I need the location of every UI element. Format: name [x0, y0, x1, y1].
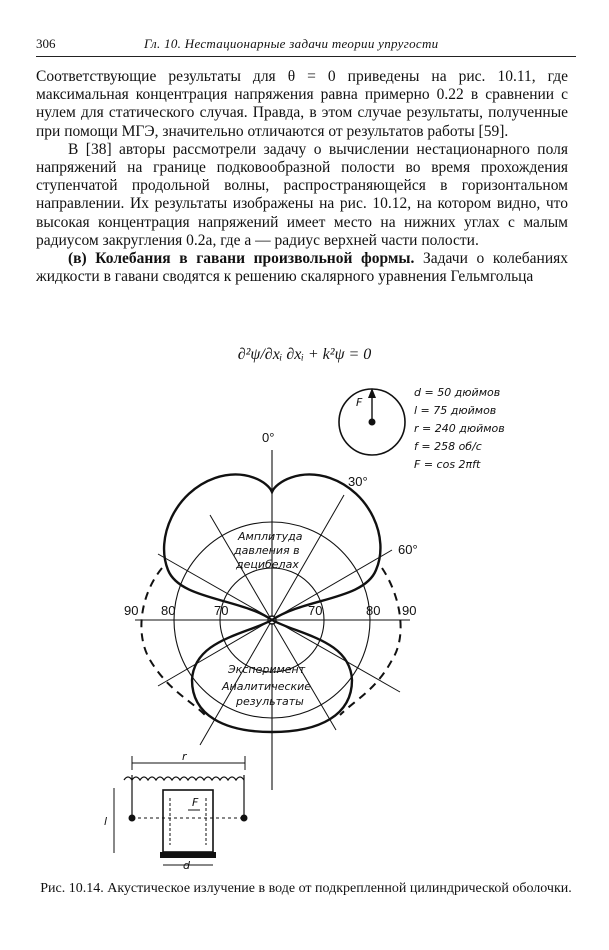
angle-0: 0°: [262, 430, 275, 445]
inset-diagram: [339, 388, 405, 455]
paragraph-2: В [38] авторы рассмотрели задачу о вычислении нестационарного поля напряжений на границе подковообразной полости во время прохождения ступенчатой продольной волны, распространяющейся в горизонтальном направлении. Их результаты изображены на рис. 10.12, на котором видно, что высокая концентрация напряжений имеет место на нижних углах с малым радиусом закругления 0.2a, где a — радиус верхней части полости.: [36, 140, 568, 249]
analytic-label-1: Аналитические: [222, 680, 312, 693]
parameter-legend: [414, 386, 505, 471]
tick-right-70: 70: [308, 603, 323, 618]
paragraph-1: Соответствующие результаты для θ = 0 приведены на рис. 10.11, где максимальная концентрация напряжения равна примерно 0.22 в сравнении с нулем для статического случая. Правда, в этом случае результаты, полученные при помощи МГЭ, значительно отличаются от результатов работы [59].: [36, 68, 568, 140]
dim-d-label: d: [183, 859, 190, 872]
tick-right-90: 90: [402, 603, 417, 618]
section-heading: (в) Колебания в гавани произвольной формы.: [68, 250, 415, 268]
dim-r-label: r: [182, 750, 187, 763]
legend-F: F = cos 2πft: [414, 458, 481, 471]
experiment-label: Эксперимент: [228, 663, 306, 676]
inset-force-label: F: [356, 396, 363, 409]
paragraph-3-text: Задачи о колебаниях жидкости в гавани сводятся к решению скалярного уравнения Гельмгольца: [36, 250, 568, 286]
sketch-force-label: F: [192, 796, 199, 809]
amplitude-label-2: давления в: [234, 544, 300, 557]
angle-60: 60°: [398, 542, 418, 557]
legend-r: r = 240 дюймов: [414, 422, 505, 435]
polar-plot: [124, 430, 418, 790]
helmholtz-equation: ∂²ψ/∂xᵢ ∂xᵢ + k²ψ = 0: [237, 346, 372, 363]
legend-f: f = 258 об/с: [414, 440, 482, 453]
tick-left-80: 80: [161, 603, 176, 618]
body-text: [36, 68, 568, 286]
angle-30: 30°: [348, 474, 368, 489]
tick-right-80: 80: [366, 603, 381, 618]
tick-left-70: 70: [214, 603, 229, 618]
paragraph-3: [36, 250, 568, 286]
page-header: [36, 34, 576, 57]
page-number: 306: [36, 36, 56, 51]
dim-l-label: l: [104, 815, 108, 828]
amplitude-label-3: децибелах: [236, 558, 299, 571]
legend-d: d = 50 дюймов: [414, 386, 501, 399]
tick-left-90: 90: [124, 603, 139, 618]
figure-caption: Рис. 10.14. Акустическое излучение в воде от подкрепленной цилиндрической оболочки.: [40, 881, 572, 896]
shell-sketch: [104, 750, 248, 872]
amplitude-label-1: Амплитуда: [238, 530, 303, 543]
analytic-label-2: результаты: [236, 695, 304, 708]
running-title: Гл. 10. Нестационарные задачи теории упругости: [144, 36, 439, 51]
legend-l: l = 75 дюймов: [414, 404, 497, 417]
figure-acoustic-radiation: [0, 370, 609, 875]
